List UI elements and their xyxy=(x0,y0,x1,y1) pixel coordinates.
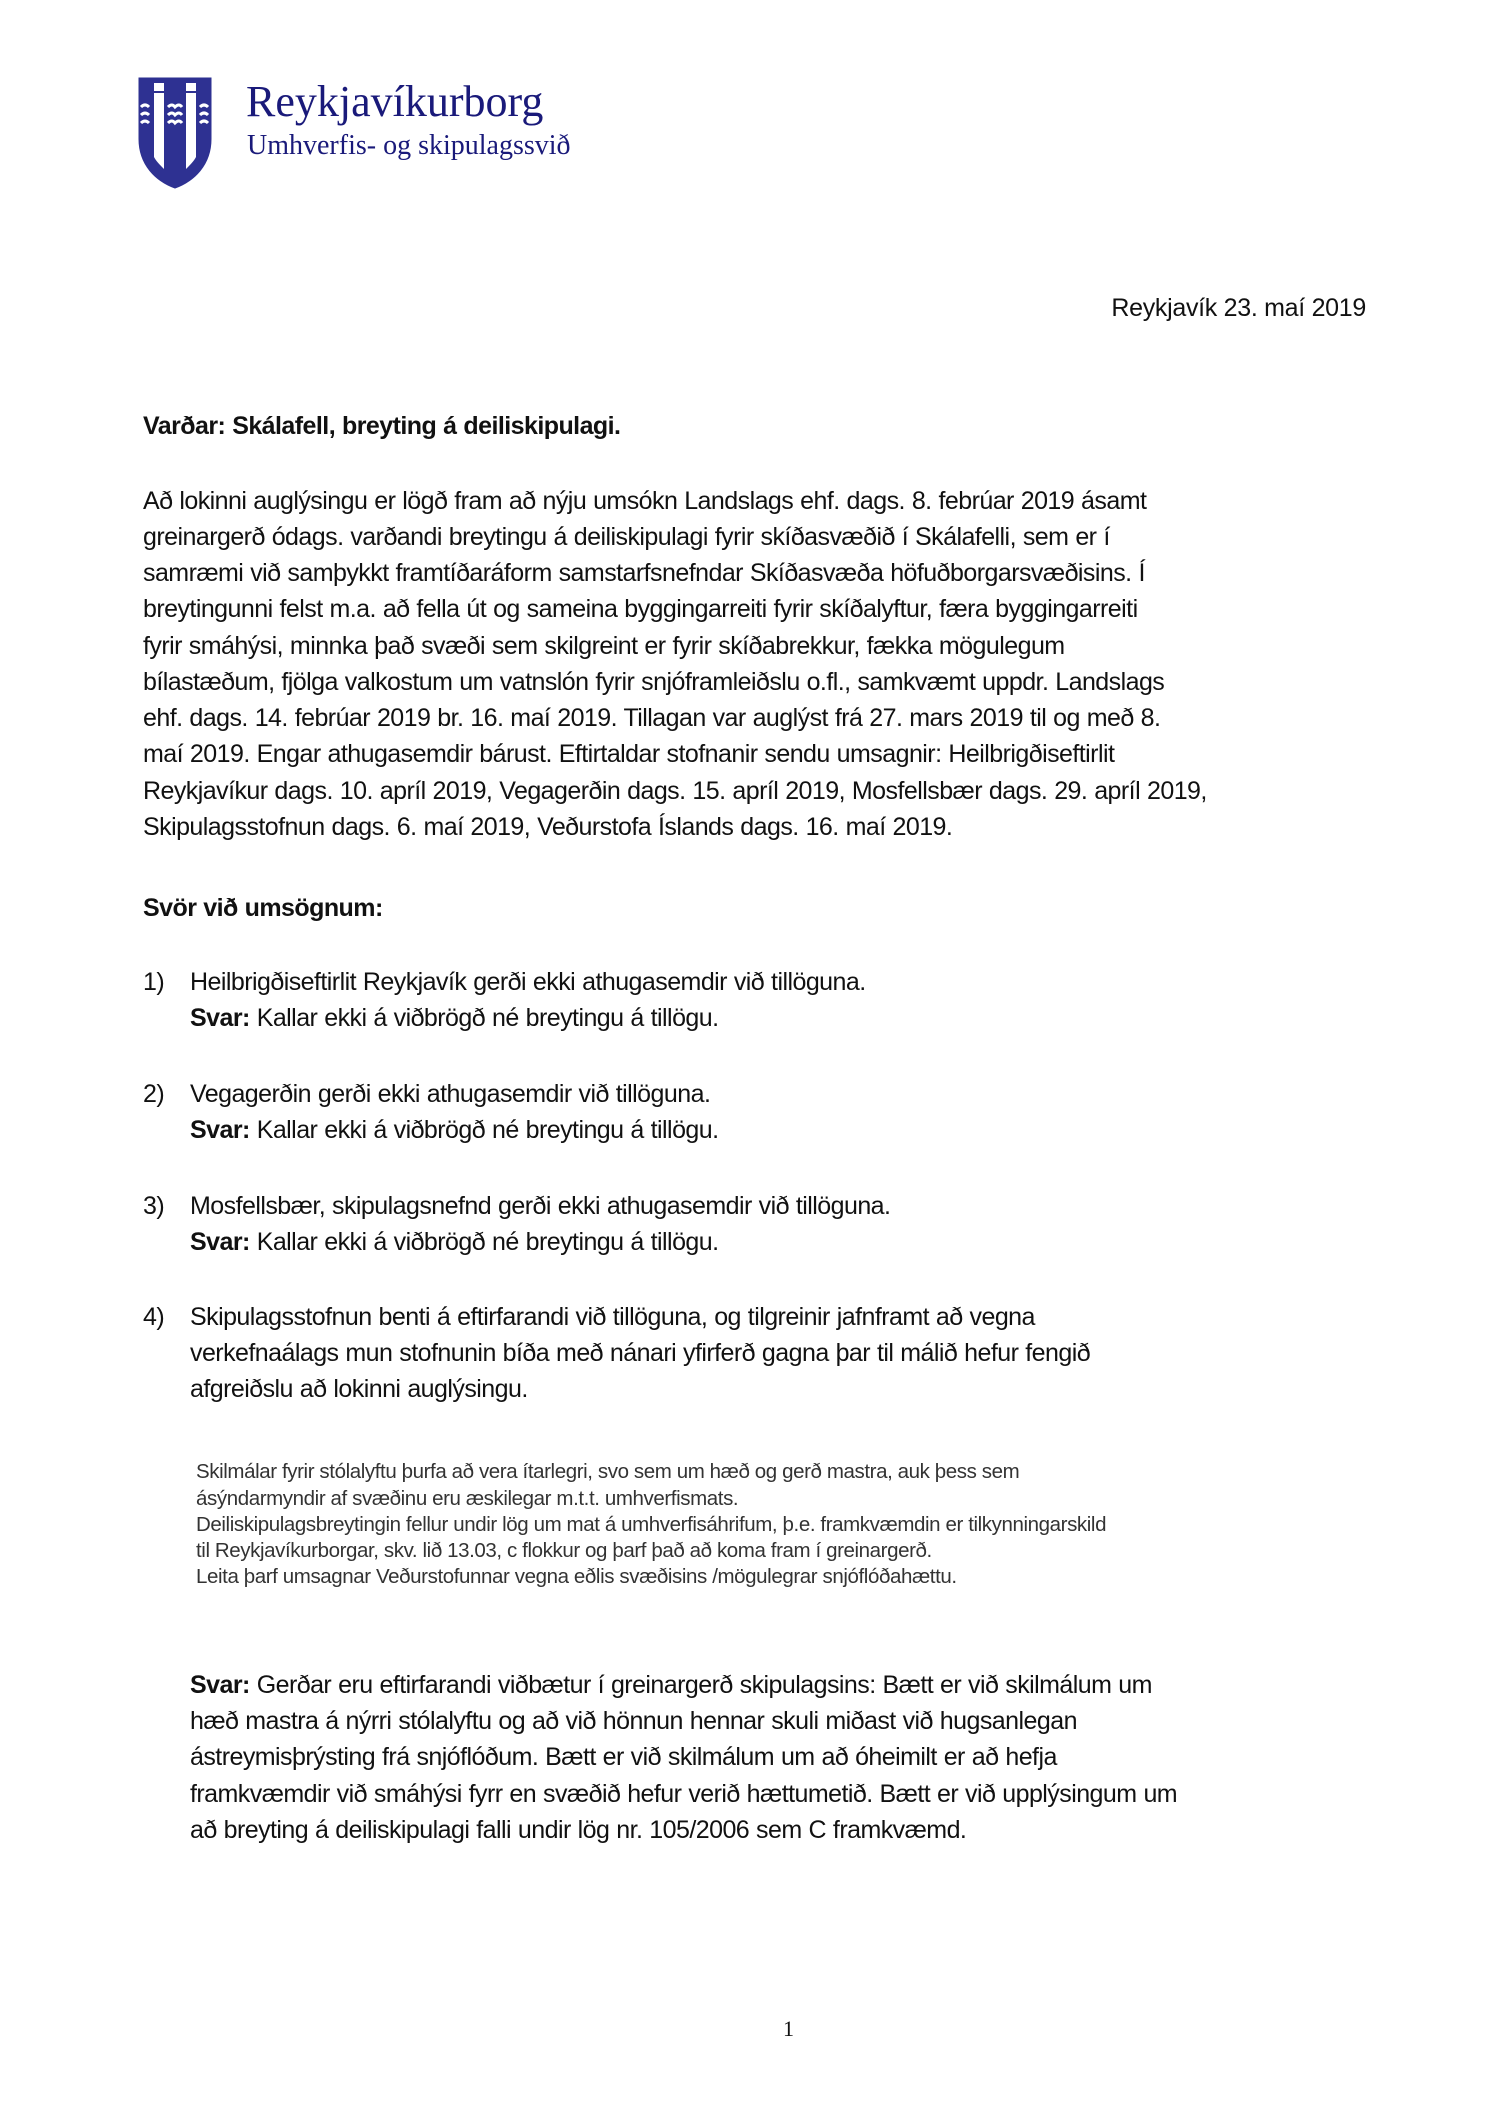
answer-text: Kallar ekki á viðbrögð né breytingu á tillögu. xyxy=(256,1228,719,1256)
item-answer xyxy=(190,1006,719,1031)
subject-heading: Varðar: Skálafell, breyting á deiliskipulagi. xyxy=(143,412,621,440)
paragraph-line: Reykjavíkur dags. 10. apríl 2019, Vegagerðin dags. 15. apríl 2019, Mosfellsbær dags. 29. apríl 2019, xyxy=(143,777,1207,805)
responses-heading: Svör við umsögnum: xyxy=(143,894,383,922)
item-text: verkefnaálags mun stofnunin bíða með nánari yfirferð gagna þar til málið hefur fengið xyxy=(190,1339,1091,1367)
svar-label: Svar: xyxy=(190,1004,250,1032)
answer-line xyxy=(190,1673,1152,1698)
svar-label: Svar: xyxy=(190,1228,250,1256)
paragraph-line: ehf. dags. 14. febrúar 2019 br. 16. maí 2019. Tillagan var auglýst frá 27. mars 2019 til og með 8. xyxy=(143,704,1161,732)
item-number: 2) xyxy=(143,1080,165,1108)
quote-line: til Reykjavíkurborgar, skv. lið 13.03, c flokkur og þarf það að koma fram í greinargerð. xyxy=(196,1539,932,1562)
item-text: Heilbrigðiseftirlit Reykjavík gerði ekki athugasemdir við tillöguna. xyxy=(190,968,866,996)
item-text: afgreiðslu að lokinni auglýsingu. xyxy=(190,1375,528,1403)
coat-of-arms-icon xyxy=(138,77,212,189)
item-number: 1) xyxy=(143,968,165,996)
answer-line: ástreymisþrýsting frá snjóflóðum. Bætt er við skilmálum um að óheimilt er að hefja xyxy=(190,1743,1057,1771)
organization-name: Reykjavíkurborg xyxy=(246,77,544,126)
quote-line: ásýndarmyndir af svæðinu eru æskilegar m.t.t. umhverfismats. xyxy=(196,1487,739,1510)
paragraph-line: samræmi við samþykkt framtíðaráform samstarfsnefndar Skíðasvæða höfuðborgarsvæðisins. Í xyxy=(143,559,1145,587)
paragraph-line: Að lokinni auglýsingu er lögð fram að nýju umsókn Landslags ehf. dags. 8. febrúar 2019 ásamt xyxy=(143,487,1147,515)
svar-label: Svar: xyxy=(190,1671,250,1699)
quote-line: Leita þarf umsagnar Veðurstofunnar vegna eðlis svæðisins /mögulegrar snjóflóðahættu. xyxy=(196,1565,957,1588)
paragraph-line: fyrir smáhýsi, minnka það svæði sem skilgreint er fyrir skíðabrekkur, fækka mögulegum xyxy=(143,632,1065,660)
answer-text: Gerðar eru eftirfarandi viðbætur í greinargerð skipulagsins: Bætt er við skilmálum um xyxy=(256,1671,1152,1699)
item-text: Mosfellsbær, skipulagsnefnd gerði ekki athugasemdir við tillöguna. xyxy=(190,1192,891,1220)
answer-line: að breyting á deiliskipulagi falli undir lög nr. 105/2006 sem C framkvæmd. xyxy=(190,1816,967,1844)
paragraph-line: greinargerð ódags. varðandi breytingu á deiliskipulagi fyrir skíðasvæðið í Skálafelli, sem er í xyxy=(143,523,1110,551)
answer-text: Kallar ekki á viðbrögð né breytingu á tillögu. xyxy=(256,1004,719,1032)
quote-line: Deiliskipulagsbreytingin fellur undir lög um mat á umhverfisáhrifum, þ.e. framkvæmdin er tilkynningarskild xyxy=(196,1513,1107,1536)
item-number: 3) xyxy=(143,1192,165,1220)
quote-line: Skilmálar fyrir stólalyftu þurfa að vera ítarlegri, svo sem um hæð og gerð mastra, auk þess sem xyxy=(196,1460,1020,1483)
item-text: Skipulagsstofnun benti á eftirfarandi við tillöguna, og tilgreinir jafnframt að vegna xyxy=(190,1303,1035,1331)
item-answer xyxy=(190,1118,719,1143)
page-number: 1 xyxy=(783,2016,794,2041)
paragraph-line: bílastæðum, fjölga valkostum um vatnslón fyrir snjóframleiðslu o.fl., samkvæmt uppdr. Landslags xyxy=(143,668,1165,696)
department-name: Umhverfis- og skipulagssvið xyxy=(247,130,571,161)
answer-text: Kallar ekki á viðbrögð né breytingu á tillögu. xyxy=(256,1116,719,1144)
item-text: Vegagerðin gerði ekki athugasemdir við tillöguna. xyxy=(190,1080,711,1108)
item-number: 4) xyxy=(143,1303,165,1331)
answer-line: hæð mastra á nýrri stólalyftu og að við hönnun hennar skuli miðast við hugsanlegan xyxy=(190,1707,1077,1735)
paragraph-line: maí 2019. Engar athugasemdir bárust. Eftirtaldar stofnanir sendu umsagnir: Heilbrigðiseftirlit xyxy=(143,740,1115,768)
paragraph-line: breytingunni felst m.a. að fella út og sameina byggingarreiti fyrir skíðalyftur, færa byggingarreiti xyxy=(143,595,1138,623)
item-answer xyxy=(190,1230,719,1255)
document-date: Reykjavík 23. maí 2019 xyxy=(1111,294,1366,322)
answer-line: framkvæmdir við smáhýsi fyrr en svæðið hefur verið hættumetið. Bætt er við upplýsingum um xyxy=(190,1780,1178,1808)
svar-label: Svar: xyxy=(190,1116,250,1144)
paragraph-line: Skipulagsstofnun dags. 6. maí 2019, Veðurstofa Íslands dags. 16. maí 2019. xyxy=(143,813,953,841)
